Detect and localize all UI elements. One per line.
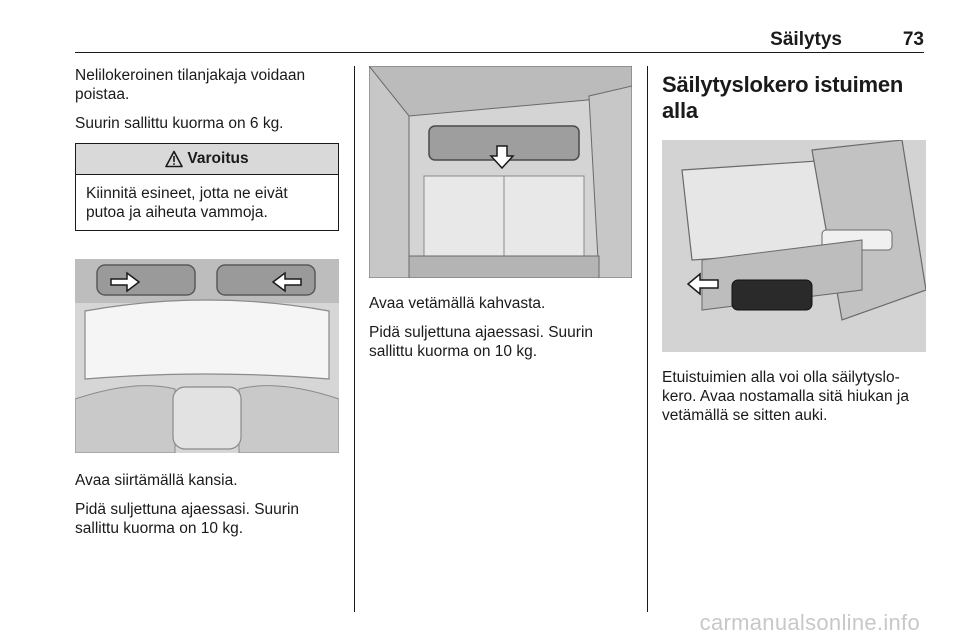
tray-covers-illustration — [75, 259, 339, 453]
paragraph: Nelilokeroinen tilanjakaja voidaan poistaa. — [75, 67, 306, 103]
overhead-storage-illustration — [369, 66, 632, 278]
figure-caption: Avaa vetämällä kahvasta. — [369, 295, 546, 312]
column-3 — [662, 66, 926, 435]
warning-title: Varoitus — [187, 150, 249, 167]
warning-header — [76, 144, 338, 175]
warning-box — [75, 143, 339, 231]
column-1 — [75, 66, 339, 548]
column-divider-1 — [354, 66, 355, 612]
figure-caption: Pidä suljettuna ajaessasi. Suurin sallittu kuorma on 10 kg. — [75, 501, 300, 537]
column-2 — [369, 66, 632, 371]
page-header-title: Säilytys — [770, 29, 842, 50]
body-paragraph: Etuistuimien alla voi olla säilytyslo- kero. Avaa nostamalla sitä hiukan ja vetämällä se sitten auki. — [662, 369, 910, 424]
figure-caption: Pidä suljettuna ajaessasi. Suurin sallittu kuorma on 10 kg. — [369, 324, 594, 360]
under-seat-storage-illustration — [662, 140, 926, 352]
warning-triangle-icon — [165, 150, 183, 168]
column-divider-2 — [647, 66, 648, 612]
page-number: 73 — [902, 29, 924, 50]
header-rule — [75, 52, 924, 53]
watermark: carmanualsonline.info — [699, 610, 920, 635]
warning-text: Kiinnitä esineet, jotta ne eivät putoa ja aiheuta vammoja. — [86, 185, 288, 221]
paragraph: Suurin sallittu kuorma on 6 kg. — [75, 115, 284, 132]
section-heading: Säilytyslokero istuimen alla — [662, 72, 904, 123]
figure-caption: Avaa siirtämällä kansia. — [75, 472, 238, 489]
